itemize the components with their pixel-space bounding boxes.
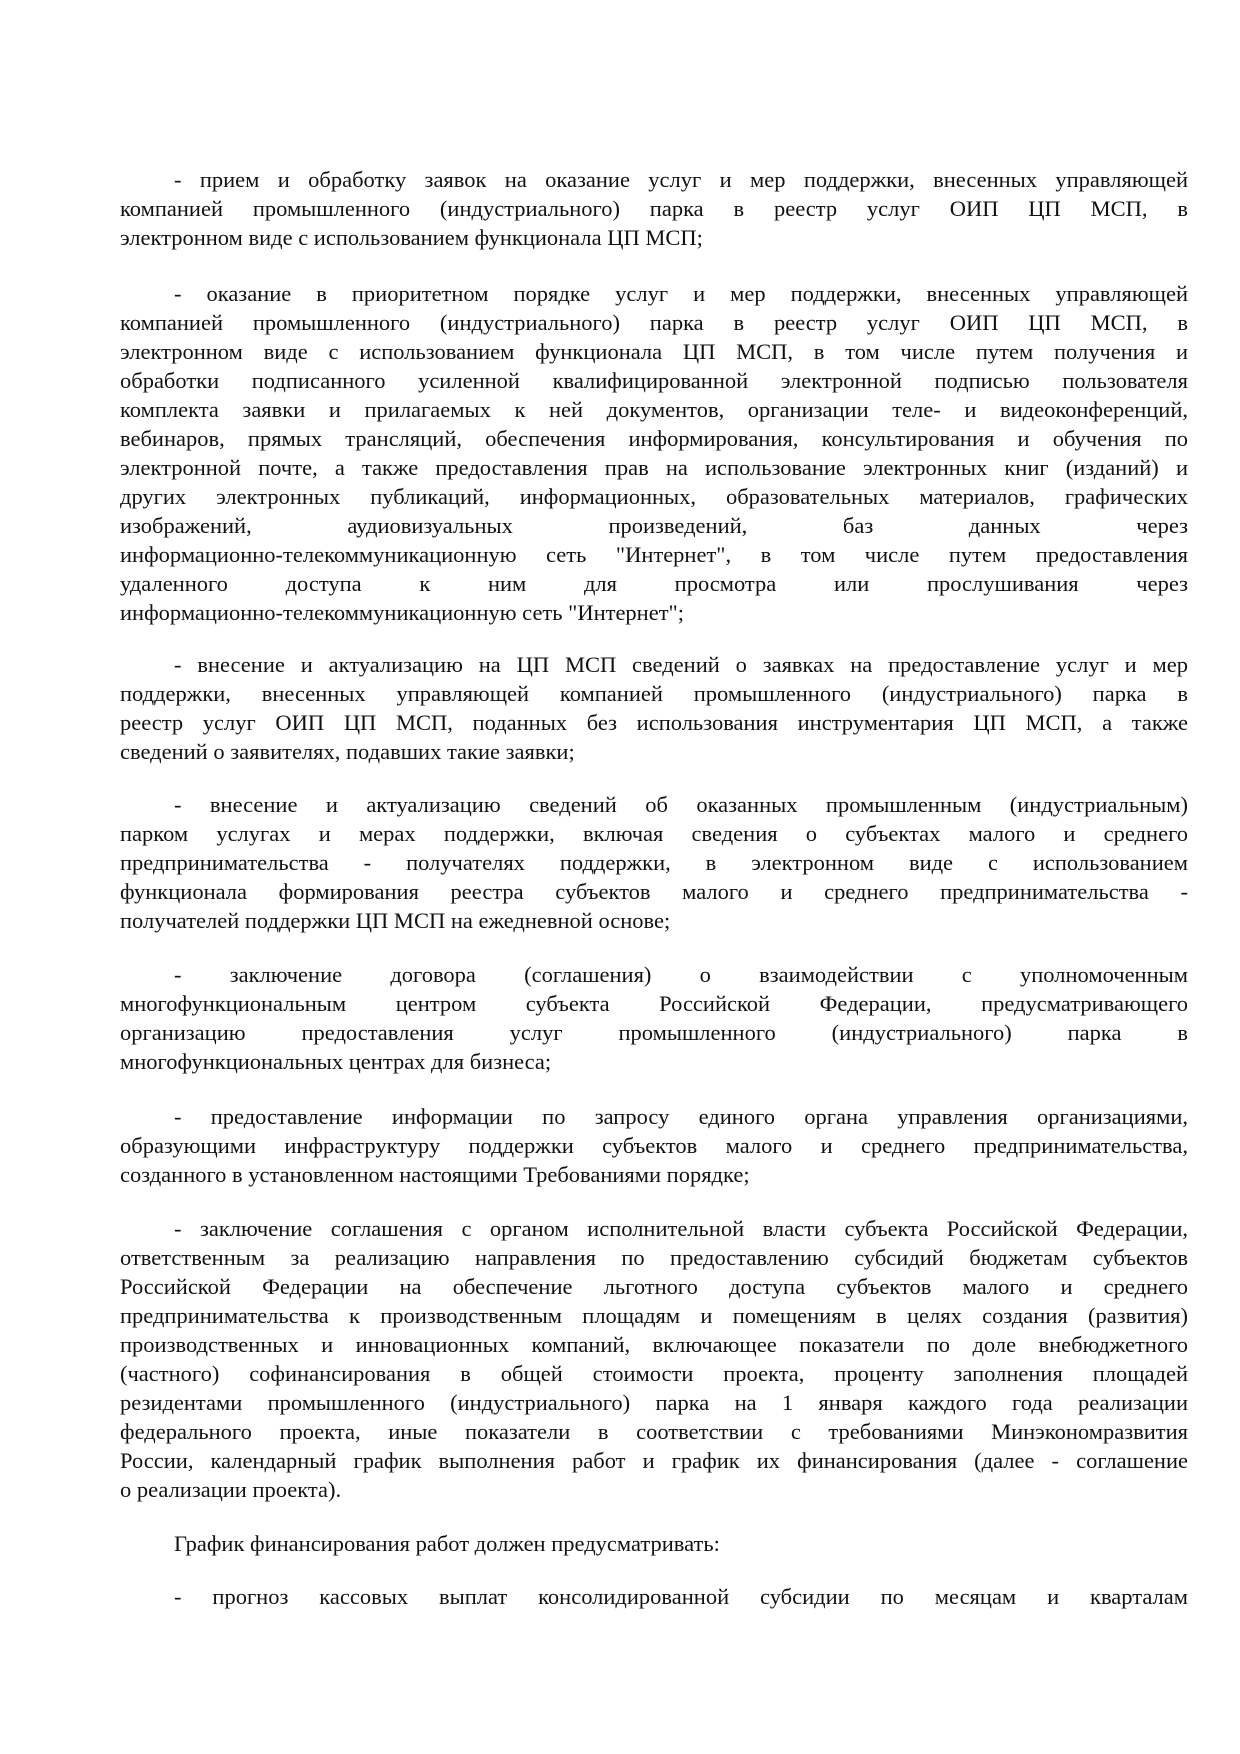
text-line: о реализации проекта). xyxy=(120,1477,342,1502)
text-line: информационно-телекоммуникационную сеть "Интернет"; xyxy=(120,600,684,625)
text-line: - заключение соглашения с органом исполнительной власти субъекта Российской Федерации, xyxy=(174,1216,1188,1241)
text-line: - предоставление информации по запросу единого органа управления организациями, xyxy=(174,1104,1188,1129)
text-line: производственных и инновационных компаний, включающее показатели по доле внебюджетного xyxy=(120,1332,1188,1357)
paragraph xyxy=(120,960,1188,1076)
text-line: организацию предоставления услуг промышленного (индустриального) парка в xyxy=(120,1020,1188,1045)
text-line: электронном виде с использованием функционала ЦП МСП, в том числе путем получения и xyxy=(120,339,1188,364)
text-line: федерального проекта, иные показатели в соответствии с требованиями Минэкономразвития xyxy=(120,1419,1188,1444)
text-line: других электронных публикаций, информационных, образовательных материалов, графических xyxy=(120,484,1188,509)
paragraph xyxy=(120,1102,1188,1189)
text-line: Российской Федерации на обеспечение льготного доступа субъектов малого и среднего xyxy=(120,1274,1188,1299)
text-line: предпринимательства - получателях поддержки, в электронном виде с использованием xyxy=(120,850,1188,875)
text-line: компанией промышленного (индустриального) парка в реестр услуг ОИП ЦП МСП, в xyxy=(120,310,1188,335)
text-line: получателей поддержки ЦП МСП на ежедневной основе; xyxy=(120,908,671,933)
text-line: - прогноз кассовых выплат консолидированной субсидии по месяцам и кварталам xyxy=(174,1584,1188,1609)
paragraph xyxy=(120,165,1188,252)
text-line: парком услугах и мерах поддержки, включая сведения о субъектах малого и среднего xyxy=(120,821,1188,846)
text-line: созданного в установленном настоящими Требованиями порядке; xyxy=(120,1162,750,1187)
paragraph xyxy=(120,790,1188,935)
text-line: обработки подписанного усиленной квалифицированной электронной подписью пользователя xyxy=(120,368,1188,393)
text-line: (частного) софинансирования в общей стоимости проекта, проценту заполнения площадей xyxy=(120,1361,1188,1386)
text-line: информационно-телекоммуникационную сеть "Интернет", в том числе путем предоставления xyxy=(120,542,1188,567)
text-line: функционала формирования реестра субъектов малого и среднего предпринимательства - xyxy=(120,879,1188,904)
paragraph xyxy=(120,1529,1188,1558)
paragraph xyxy=(120,650,1188,766)
text-line: электронной почте, а также предоставления прав на использование электронных книг (изданий) и xyxy=(120,455,1188,480)
text-line: График финансирования работ должен предусматривать: xyxy=(174,1531,720,1556)
text-line: изображений, аудиовизуальных произведений, баз данных через xyxy=(120,513,1188,538)
paragraph xyxy=(120,1214,1188,1504)
text-line: сведений о заявителях, подавших такие заявки; xyxy=(120,739,575,764)
text-line: - внесение и актуализацию сведений об оказанных промышленным (индустриальным) xyxy=(174,792,1188,817)
text-line: предпринимательства к производственным площадям и помещениям в целях создания (развития) xyxy=(120,1303,1188,1328)
text-line: резидентами промышленного (индустриального) парка на 1 января каждого года реализации xyxy=(120,1390,1188,1415)
paragraph xyxy=(120,279,1188,627)
text-line: комплекта заявки и прилагаемых к ней документов, организации теле- и видеоконференций, xyxy=(120,397,1188,422)
text-line: - заключение договора (соглашения) о взаимодействии с уполномоченным xyxy=(174,962,1188,987)
text-line: многофункциональным центром субъекта Российской Федерации, предусматривающего xyxy=(120,991,1188,1016)
text-line: - внесение и актуализацию на ЦП МСП сведений о заявках на предоставление услуг и мер xyxy=(174,652,1188,677)
text-line: вебинаров, прямых трансляций, обеспечения информирования, консультирования и обучения по xyxy=(120,426,1188,451)
text-line: образующими инфраструктуру поддержки субъектов малого и среднего предпринимательства, xyxy=(120,1133,1188,1158)
text-line: электронном виде с использованием функционала ЦП МСП; xyxy=(120,225,703,250)
text-line: - прием и обработку заявок на оказание услуг и мер поддержки, внесенных управляющей xyxy=(174,167,1188,192)
text-line: ответственным за реализацию направления по предоставлению субсидий бюджетам субъектов xyxy=(120,1245,1188,1270)
text-line: - оказание в приоритетном порядке услуг и мер поддержки, внесенных управляющей xyxy=(174,281,1188,306)
text-line: удаленного доступа к ним для просмотра или прослушивания через xyxy=(120,571,1188,596)
text-line: реестр услуг ОИП ЦП МСП, поданных без использования инструментария ЦП МСП, а также xyxy=(120,710,1188,735)
text-line: многофункциональных центрах для бизнеса; xyxy=(120,1049,552,1074)
text-line: поддержки, внесенных управляющей компанией промышленного (индустриального) парка в xyxy=(120,681,1188,706)
text-line: компанией промышленного (индустриального) парка в реестр услуг ОИП ЦП МСП, в xyxy=(120,196,1188,221)
paragraph xyxy=(120,1582,1188,1611)
text-line: России, календарный график выполнения работ и график их финансирования (далее - соглашение xyxy=(120,1448,1188,1473)
